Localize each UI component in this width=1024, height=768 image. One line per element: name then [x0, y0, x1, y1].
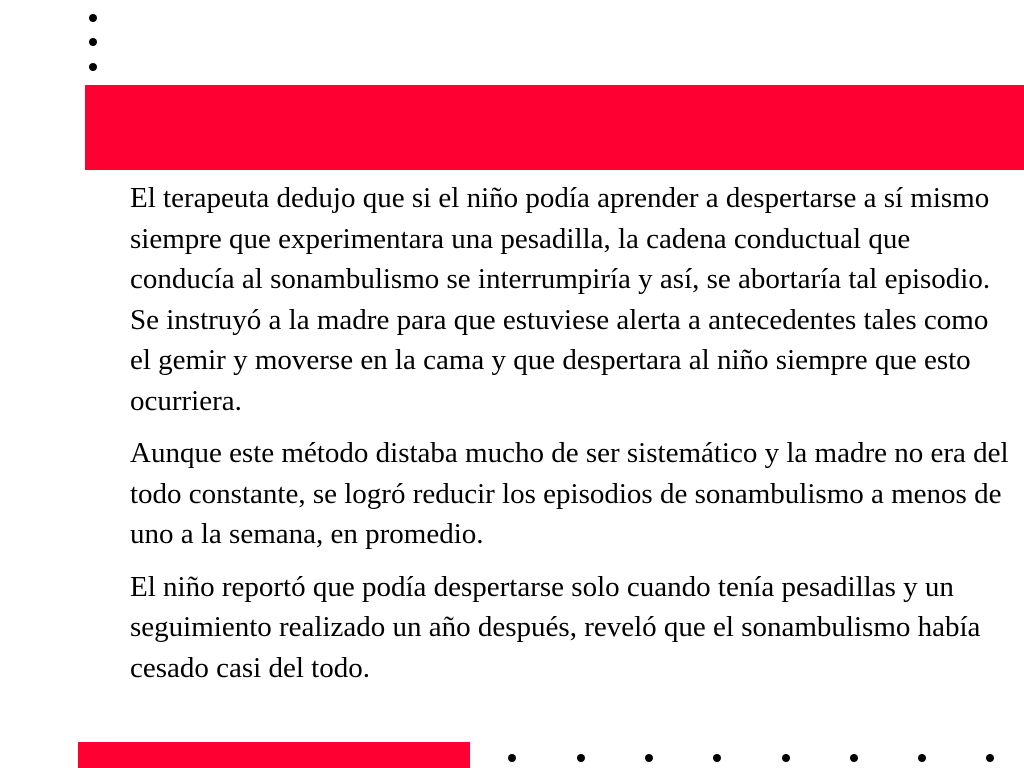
- decorative-dot: [89, 38, 97, 46]
- decorative-dot: [918, 754, 926, 762]
- paragraph-1: El terapeuta dedujo que si el niño podía aprender a despertarse a sí mismo siempre que experimentara una pesadilla, la cadena conductual que conducía al sonambulismo se interrumpiría y así, se abortaría tal episodio. Se instruyó a la madre para que estuviese alerta a antecedentes tales como el gemir y moverse en la cama y que despertara al niño siempre que esto ocurriera.: [130, 182, 991, 417]
- paragraph-3: El niño reportó que podía despertarse solo cuando tenía pesadillas y un seguimiento realizado un año después, reveló que el sonambulismo había cesado casi del todo.: [130, 570, 981, 684]
- paragraph-2: Aunque este método distaba mucho de ser sistemático y la madre no era del todo constante, se logró reducir los episodios de sonambulismo a menos de uno a la semana, en promedio.: [130, 437, 1009, 550]
- footer-red-bar: [78, 742, 470, 768]
- decorative-dot: [89, 63, 97, 71]
- header-red-bar: [85, 85, 1024, 170]
- decorative-dot: [713, 754, 721, 762]
- decorative-dot: [89, 14, 97, 22]
- decorative-dot: [577, 754, 585, 762]
- decorative-dot: [986, 754, 994, 762]
- decorative-dot: [508, 754, 516, 762]
- decorative-dot: [782, 754, 790, 762]
- decorative-dot: [645, 754, 653, 762]
- decorative-dot: [850, 754, 858, 762]
- slide-body: [130, 178, 1010, 700]
